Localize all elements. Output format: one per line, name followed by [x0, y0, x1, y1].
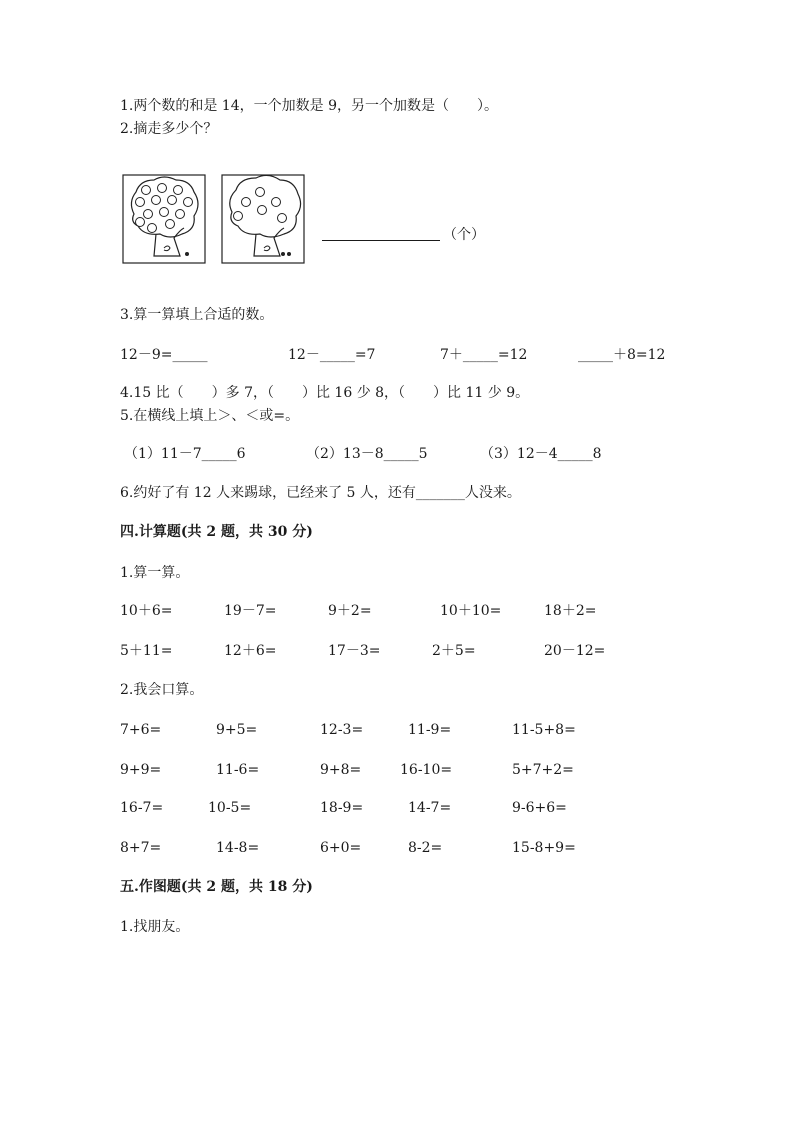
q3-item-4: _____＋8=12: [578, 347, 666, 363]
mental-math-cell: 9+8=: [320, 762, 362, 778]
question-6: 6.约好了有 12 人来踢球，已经来了 5 人，还有_______人没来。: [120, 485, 521, 501]
calc-cell: 10＋6=: [120, 603, 173, 619]
calc-cell: 17－3=: [328, 643, 381, 659]
q5-item-1: （1）11－7_____6: [124, 446, 246, 462]
section-4-heading: 四.计算题(共 2 题，共 30 分): [120, 524, 313, 540]
mental-math-cell: 12-3=: [320, 722, 364, 738]
mental-math-cell: 11-5+8=: [512, 722, 576, 738]
question-1: 1.两个数的和是 14，一个加数是 9，另一个加数是（ ）。: [120, 98, 498, 114]
mental-math-cell: 9+5=: [216, 722, 258, 738]
apple-tree-images: [120, 172, 310, 272]
unit-label: （个）: [443, 227, 485, 243]
calc-cell: 18＋2=: [544, 603, 597, 619]
mental-math-cell: 8-2=: [408, 840, 443, 856]
apple-tree-icon: [120, 172, 310, 268]
mental-math-cell: 14-8=: [216, 840, 260, 856]
mental-math-cell: 5+7+2=: [512, 762, 574, 778]
q5-item-2: （2）13－8_____5: [306, 446, 428, 462]
section-5-q1: 1.找朋友。: [120, 919, 190, 935]
calc-cell: 12＋6=: [224, 643, 277, 659]
mental-math-cell: 6+0=: [320, 840, 362, 856]
mental-math-cell: 11-9=: [408, 722, 452, 738]
answer-blank-line[interactable]: [322, 240, 440, 241]
mental-math-cell: 14-7=: [408, 800, 452, 816]
question-5: 5.在横线上填上＞、＜或=。: [120, 408, 300, 424]
calc-cell: 9＋2=: [328, 603, 372, 619]
mental-math-cell: 16-7=: [120, 800, 164, 816]
mental-math-cell: 15-8+9=: [512, 840, 576, 856]
question-2: 2.摘走多少个？: [120, 121, 218, 137]
mental-math-cell: 7+6=: [120, 722, 162, 738]
mental-math-cell: 9+9=: [120, 762, 162, 778]
calc-cell: 2＋5=: [432, 643, 476, 659]
section-4-q2: 2.我会口算。: [120, 682, 204, 698]
q3-item-1: 12－9=_____: [120, 347, 208, 363]
q3-item-3: 7＋_____=12: [440, 347, 528, 363]
calc-cell: 5＋11=: [120, 643, 173, 659]
mental-math-cell: 8+7=: [120, 840, 162, 856]
mental-math-cell: 11-6=: [216, 762, 260, 778]
calc-cell: 20－12=: [544, 643, 606, 659]
section-4-q1: 1.算一算。: [120, 565, 190, 581]
q3-item-2: 12－_____=7: [288, 347, 376, 363]
mental-math-cell: 10-5=: [208, 800, 252, 816]
calc-cell: 19－7=: [224, 603, 277, 619]
mental-math-cell: 18-9=: [320, 800, 364, 816]
question-3: 3.算一算填上合适的数。: [120, 307, 274, 323]
calc-cell: 10＋10=: [440, 603, 502, 619]
section-5-heading: 五.作图题(共 2 题，共 18 分): [120, 879, 313, 895]
q5-item-3: （3）12－4_____8: [480, 446, 602, 462]
mental-math-cell: 16-10=: [400, 762, 453, 778]
question-4: 4.15 比（ ）多 7，（ ）比 16 少 8，（ ）比 11 少 9。: [120, 385, 530, 401]
mental-math-cell: 9-6+6=: [512, 800, 567, 816]
